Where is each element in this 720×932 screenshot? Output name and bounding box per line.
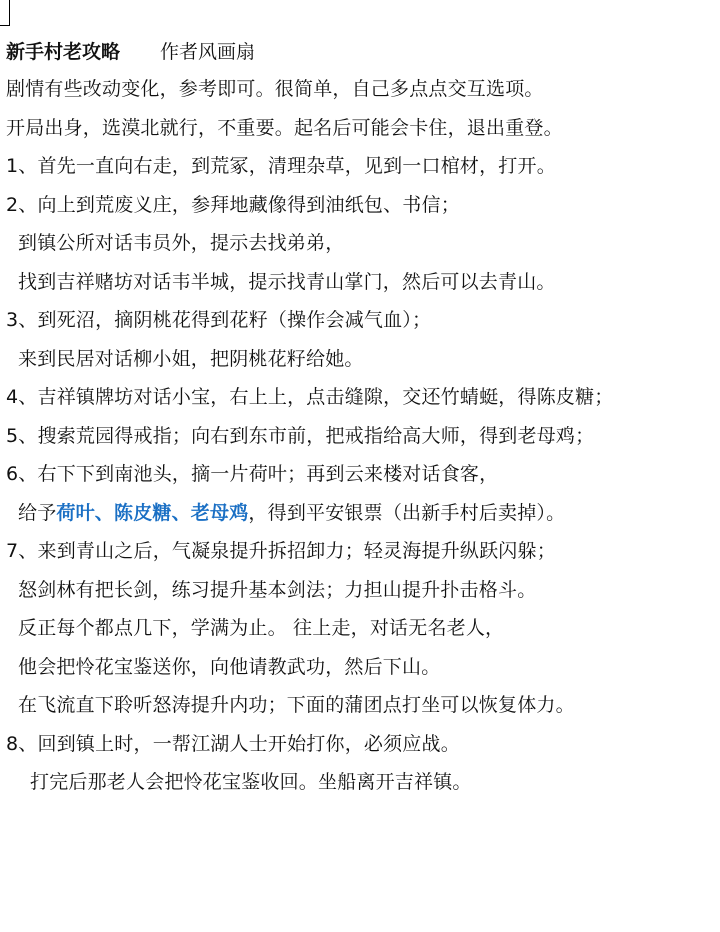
title-row	[6, 34, 718, 70]
step-line: 他会把怜花宝鉴送你，向他请教武功，然后下山。	[18, 655, 441, 678]
line-suffix: ，得到平安银票（出新手村后卖掉）。	[248, 501, 566, 524]
step-line: 找到吉祥赌坊对话韦半城，提示找青山掌门，然后可以去青山。	[18, 270, 556, 293]
step-line: 8、回到镇上时，一帮江湖人士开始打你，必须应战。	[6, 732, 460, 755]
step-line: 4、吉祥镇牌坊对话小宝，右上上，点击缝隙，交还竹蜻蜓，得陈皮糖；	[6, 386, 614, 408]
highlighted-items: 荷叶、陈皮糖、老母鸡	[56, 501, 249, 524]
paragraph-line: 剧情有些改动变化，参考即可。很简单，自己多点点交互选项。	[6, 78, 544, 100]
step-line: 7、来到青山之后，气凝泉提升拆招卸力；轻灵海提升纵跃闪躲；	[6, 540, 556, 562]
document-author: 作者风画扇	[160, 41, 256, 63]
step-line: 打完后那老人会把怜花宝鉴收回。坐船离开吉祥镇。	[30, 771, 472, 793]
step-line: 怒剑林有把长剑，练习提升基本剑法；力担山提升扑击格斗。	[18, 578, 537, 601]
step-line: 2、向上到荒废义庄，参拜地藏像得到油纸包、书信；	[6, 193, 460, 216]
step-line: 到镇公所对话韦员外，提示去找弟弟，	[18, 232, 345, 254]
step-line: 反正每个都点几下，学满为止。 往上走，对话无名老人，	[18, 617, 505, 639]
step-line: 6、右下下到南池头，摘一片荷叶；再到云来楼对话食客，	[6, 463, 499, 485]
document-body	[6, 34, 718, 802]
step-line-highlighted	[6, 494, 718, 533]
paragraph-line: 开局出身，选漠北就行，不重要。起名后可能会卡住，退出重登。	[6, 116, 563, 139]
text-cursor-marker	[0, 0, 10, 26]
step-line: 3、到死沼，摘阴桃花得到花籽（操作会减气血）；	[6, 309, 432, 331]
step-line: 1、首先一直向右走，到荒冢，清理杂草，见到一口棺材，打开。	[6, 155, 556, 177]
document-title: 新手村老攻略	[6, 41, 121, 63]
step-line: 5、搜索荒园得戒指；向右到东市前，把戒指给高大师，得到老母鸡；	[6, 424, 595, 447]
step-line: 在飞流直下聆听怒涛提升内功；下面的蒲团点打坐可以恢复体力。	[18, 694, 575, 716]
line-prefix: 给予	[18, 501, 57, 524]
step-line: 来到民居对话柳小姐，把阴桃花籽给她。	[18, 347, 364, 370]
